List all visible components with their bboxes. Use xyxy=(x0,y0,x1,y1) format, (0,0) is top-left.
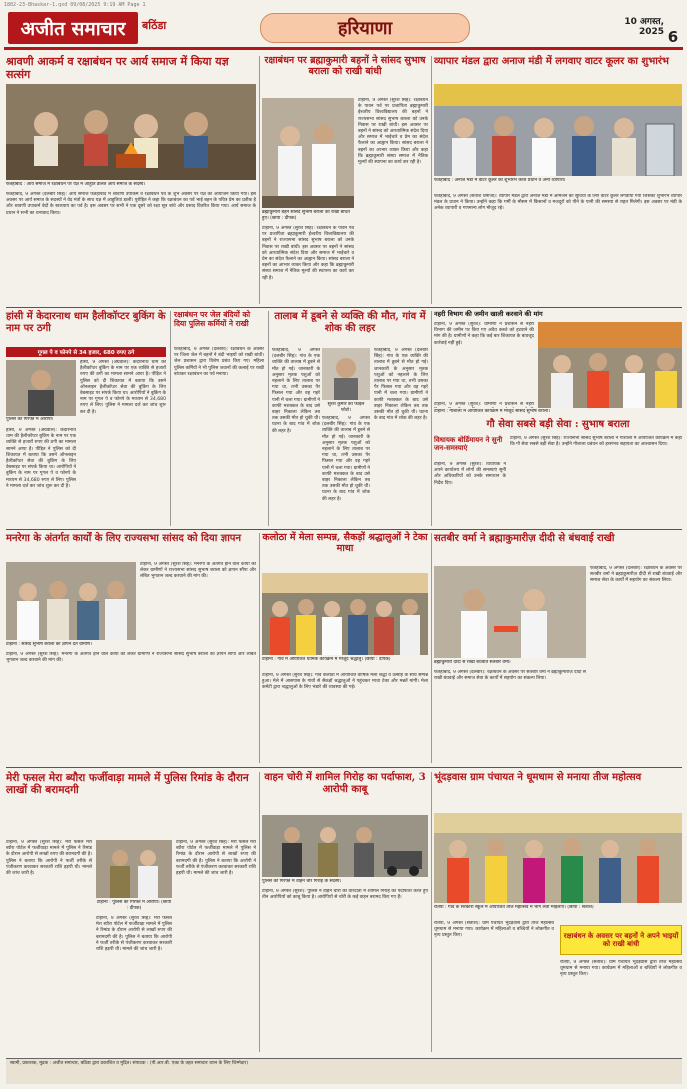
photo-a13 xyxy=(96,840,172,898)
body-a5: फतेहाबाद, 9 अगस्त (दलबीर): रक्षाबंधन के अवसर पर जिला जेल में बहनों ने बंदी भाइयों को राखी बांधी। जेल प्रशासन द्वारा विशेष प्रबंध किए गए। महिला पुलिस कर्मियों ने भी पुलिस जवानों की कलाई पर राखी बांधकर रक्षाबंधन का पर्व मनाया। xyxy=(174,347,264,377)
caption-a6: सुरेश कुमार का फाइल फोटो। xyxy=(327,402,365,413)
body-a8-cont: टोहाना, 9 अगस्त (सुरेश): ग्रामीणों ने प्रशासन से नहरी xyxy=(434,402,534,407)
headline-a6: तालाब में डूबने से व्यक्ति की मौत, गांव में शोक की लहर xyxy=(274,311,426,334)
newspaper-logo: अजीत समाचार xyxy=(8,12,138,44)
imprint-footer: स्वामी, प्रकाशक, मुद्रक : अजीत समाचार, बठिंडा द्वारा प्रकाशित व मुद्रित। संपादक : (पी.आर.बी. एक्ट के तहत समाचार चयन के लिए जिम्मेदार) xyxy=(6,1058,682,1084)
body-a7: टोहाना, 9 अगस्त (सुरेश): ग्रामीणों ने प्रशासन से नहरी विभाग की जमीन पर किए गए अवैध कब्जे को हटवाने की मांग की है। ग्रामीणों ने कहा कि कई बार शिकायत के बावजूद कार्रवाई नहीं हुई। xyxy=(434,322,534,346)
row-rule xyxy=(6,307,682,308)
caption-a1: फतेहाबाद : आर्य समाज में रक्षाबंधन पर यज्ञ में आहुति डालते आर्य समाज के सदस्य। xyxy=(6,182,146,187)
subhead-a4: गूगल पे व फोनपे से 34 हजार, 680 रुपए ठगे xyxy=(6,347,166,357)
body-a14: टोहाना, 9 अगस्त (सुरेश): पुलिस ने वाहन चोरी की वारदातों में शामिल गिरोह का पर्दाफाश करते हुए तीन आरोपियों को काबू किया है। आरोपियों से चोरी के कई वाहन बरामद किए गए हैं। xyxy=(262,889,428,901)
headline-a15: भूंदड़वास ग्राम पंचायत ने धूमधाम से मनाया तीज महोत्सव xyxy=(434,772,642,783)
body-a13-cont: टोहाना, 9 अगस्त (सुरेश सिंह): मेरी फसल मेरा ब्यौरा पोर्टल में फर्जीवाड़ा मामले में पुलिस ने रिमांड के दौरान आरोपी से लाखों रुपए की बरामदगी की है। पुलिस ने बताया कि आरोपी ने फर्जी तरीके से पंजीकरण करवाकर सरकारी राशि हड़पी थी। मामले की जांच जारी है। xyxy=(96,916,172,953)
photo-a1 xyxy=(6,84,256,180)
vehicle-thief-photo-icon xyxy=(262,815,428,877)
caption-a15: रतिया : गांव के सरकारी स्कूल में आयोजित तीज महोत्सव में भाग लेती महिलाएं। (छाया : सतीश) xyxy=(434,905,594,910)
headline-a8: गौ सेवा सबसे बड़ी सेवा : सुभाष बराला xyxy=(486,419,630,430)
water-cooler-photo-icon xyxy=(434,84,682,176)
photo-a6 xyxy=(322,348,370,400)
column-rule xyxy=(259,56,260,304)
column-rule xyxy=(431,533,432,763)
body-a10-cont: टोहाना, 9 अगस्त (सुरेश सिंह): मनरेगा के अंतर्गत होने वाले कार्यों को लेकर ग्रामीणों ने राज्यसभा सांसद सुभाष बराला को ज्ञापन सौंपा और लंबित भुगतान जल्द करवाने की मांग की। xyxy=(6,652,256,664)
print-slug-line: 1802-23-Bhaskar-1.qxd 09/08/2025 9:19 AM Page 1 xyxy=(4,2,146,8)
column-rule xyxy=(431,772,432,1052)
caption-a8: टोहाना : गौशाला में आयोजित कार्यक्रम में मौजूद सांसद सुभाष बराला। xyxy=(434,409,550,414)
photo-a15 xyxy=(434,813,682,903)
photo-a4 xyxy=(6,360,76,416)
headline-a5: रक्षाबंधन पर जेल बंदियों को दिया पुलिस कर्मियों ने राखी xyxy=(174,310,251,328)
photo-a8 xyxy=(538,322,682,408)
body-a6: फतेहाबाद, 9 अगस्त (दलबीर सिंह): गांव के एक व्यक्ति की तालाब में डूबने से मौत हो गई। जानकारी के अनुसार मृतक पशुओं को नहलाने के लिए तालाब पर गया था, तभी उसका पैर फिसल गया और वह गहरे पानी में चला गया। ग्रामीणों ने काफी मशक्कत के बाद उसे बाहर निकाला लेकिन तब तक उसकी मौत हो चुकी थी। घटना के बाद गांव में शोक की लहर है। xyxy=(272,348,320,434)
headline-a14: वाहन चोरी में शामिल गिरोह का पर्दाफाश, 3 आरोपी काबू xyxy=(264,772,426,795)
column-rule xyxy=(259,772,260,1052)
caption-a13: टोहाना : पुलिस की गिरफ्त में आरोपी। (छाया : दीपक) xyxy=(96,900,172,911)
body-a11: टोहाना, 9 अगस्त (सुरेश सिंह): गांव कलोठा में आयोजित वार्षिक मेला श्रद्धा व उत्साह के साथ सम्पन्न हुआ। मेले में आसपास के गांवों से सैकड़ों श्रद्धालुओं ने पहुंचकर माथा टेका और मन्नतें मांगी। मेला कमेटी द्वारा श्रद्धालुओं के लिए भंडारे की व्यवस्था की गई। xyxy=(262,673,428,691)
photo-a3 xyxy=(434,84,682,176)
photo-a14 xyxy=(262,815,428,877)
caption-a11: टोहाना : गांव में आयोजित धार्मिक कार्यक्रम में मौजूद श्रद्धालु। (छाया : दीपक) xyxy=(262,657,391,662)
memorandum-photo-icon xyxy=(6,562,136,640)
accused-photo-icon xyxy=(6,360,76,416)
headline-a12: सतबीर वर्मा ने ब्रह्माकुमारीज़ दीदी से बंधवाई राखी xyxy=(434,533,615,544)
body-a1: फतेहाबाद, 9 अगस्त (दलबीर सिंह): आर्य समाज फतेहाबाद में श्रावणी उपाकर्म व रक्षाबंधन पर्व के शुभ अवसर पर यज्ञ का आयोजन किया गया। इस अवसर पर आर्य समाज के सदस्यों ने वेद मंत्रों के साथ यज्ञ में आहुतियां डालीं। पुरोहित ने कहा कि रक्षाबंधन का पर्व भाई बहन के पवित्र प्रेम का प्रतीक है और श्रावणी उपाकर्म वेदों के स्वाध्याय का पर्व है। इस अवसर पर सभी ने एक दूसरे को रक्षा सूत्र बांधे और प्रसाद वितरित किया गया। आर्य समाज के प्रधान ने सभी का धन्यवाद किया। xyxy=(6,192,256,216)
headline-a2: रक्षाबंधन पर ब्रह्माकुमारी बहनों ने सांसद सुभाष बराला को राखी बांधी xyxy=(264,55,426,77)
body-a2-cont: टोहाना, 9 अगस्त (सुरेश सिंह): रक्षाबंधन के पावन पर्व पर प्रजापिता ब्रह्माकुमारी ईश्वरीय विश्वविद्यालय की बहनों ने राज्यसभा सांसद सुभाष बराला को उनके निवास पर राखी बांधी। इस अवसर पर बहनों ने सांसद को आध्यात्मिक संदेश दिया और समाज में भाईचारे व प्रेम का संदेश फैलाने का आह्वान किया। सांसद बराला ने बहनों का आभार व्यक्त किया और कहा कि ब्रह्माकुमारी संस्था समाज में नैतिक मूल्यों की स्थापना का कार्य कर रही है। xyxy=(262,226,354,281)
photo-a2 xyxy=(262,98,354,208)
gaushala-photo-icon xyxy=(538,322,682,408)
body-a15-cont: रतिया, 9 अगस्त (सतीश): ग्राम पंचायत भूंदड़वास द्वारा तीज महोत्सव धूमधाम से मनाया गया। कार्यक्रम में महिलाओं व बच्चियों ने लोकगीत व नृत्य प्रस्तुत किए। xyxy=(560,960,682,978)
body-a4: हांसी, 9 अगस्त (अग्रवाल): केदारनाथ धाम की हैलीकॉप्टर बुकिंग के नाम पर एक व्यक्ति से हजारों रुपए की ठगी का मामला सामने आया है। पीड़ित ने पुलिस को दी शिकायत में बताया कि उसने ऑनलाइन हैलीकॉप्टर सेवा की बुकिंग के लिए वेबसाइट पर संपर्क किया था। आरोपियों ने बुकिंग के नाम पर गूगल पे व फोनपे के माध्यम से 34,680 रुपए ले लिए। पुलिस ने मामला दर्ज कर जांच शुरू कर दी है। xyxy=(80,360,166,415)
headline-a13: मेरी फसल मेरा ब्यौरा फर्जीवाड़ा मामले में पुलिस रिमांड के दौरान लाखों की बरामदगी xyxy=(6,772,249,797)
edition-city: बठिंडा xyxy=(142,19,167,32)
body-a13: टोहाना, 9 अगस्त (सुरेश सिंह): मेरी फसल मेरा ब्यौरा पोर्टल में फर्जीवाड़ा मामले में पुलिस ने रिमांड के दौरान आरोपी से लाखों रुपए की बरामदगी की है। पुलिस ने बताया कि आरोपी ने फर्जी तरीके से पंजीकरण करवाकर सरकारी राशि हड़पी थी। मामले की जांच जारी है। xyxy=(6,840,92,877)
photo-a10 xyxy=(6,562,136,640)
issue-date: 10 अगस्त, 2025 xyxy=(624,17,664,37)
headline-a7: नहरी विभाग की जमीन खाली करवाने की मांग xyxy=(434,310,543,318)
body-a6-cont: फतेहाबाद, 9 अगस्त (दलबीर सिंह): गांव के एक व्यक्ति की तालाब में डूबने से मौत हो गई। जानकारी के अनुसार मृतक पशुओं को नहलाने के लिए तालाब पर गया था, तभी उसका पैर फिसल गया और वह गहरे पानी में चला गया। ग्रामीणों ने काफी मशक्कत के बाद उसे बाहर निकाला लेकिन तब तक उसकी मौत हो चुकी थी। घटना के बाद गांव में शोक की लहर है। xyxy=(374,348,428,422)
portrait-photo-icon xyxy=(322,348,370,400)
row-rule xyxy=(6,529,682,530)
rakhi-tying-photo-icon xyxy=(434,566,586,658)
headline-a11: कलोठा में मेला सम्पन्न, सैकड़ों श्रद्धालुओं ने टेका माथा xyxy=(262,532,428,554)
body-a10: टोहाना, 9 अगस्त (सुरेश सिंह): मनरेगा के अंतर्गत होने वाले कार्यों को लेकर ग्रामीणों ने राज्यसभा सांसद सुभाष बराला को ज्ञापन सौंपा और लंबित भुगतान जल्द करवाने की मांग की। xyxy=(140,562,256,580)
photo-a12 xyxy=(434,566,586,658)
headline-a9: विधायक बोर्डिमायन ने सुनी जन-समस्याएं xyxy=(434,435,503,453)
column-rule xyxy=(259,533,260,763)
body-a8: टोहाना, 9 अगस्त (सुरेश सिंह): राज्यसभा सांसद सुभाष बराला ने गौशाला में आयोजित कार्यक्रम में कहा कि गौ सेवा सबसे बड़ी सेवा है। उन्होंने गौशाला प्रबंधन को हरसंभव सहायता का आश्वासन दिया। xyxy=(510,436,682,448)
caption-a4: पुलिस की गिरफ्त में आरोपी। xyxy=(6,417,54,422)
column-rule xyxy=(431,56,432,304)
body-a4-cont: हांसी, 9 अगस्त (अग्रवाल): केदारनाथ धाम की हैलीकॉप्टर बुकिंग के नाम पर एक व्यक्ति से हजारों रुपए की ठगी का मामला सामने आया है। पीड़ित ने पुलिस को दी शिकायत में बताया कि उसने ऑनलाइन हैलीकॉप्टर सेवा की बुकिंग के लिए वेबसाइट पर संपर्क किया था। आरोपियों ने बुकिंग के नाम पर गूगल पे व फोनपे के माध्यम से 34,680 रुपए ले लिए। पुलिस ने मामला दर्ज कर जांच शुरू कर दी है। xyxy=(6,428,76,489)
body-a12: फतेहाबाद, 9 अगस्त (दलबीर): रक्षाबंधन के अवसर पर सतबीर वर्मा ने ब्रह्माकुमारीज़ दीदी से राखी बंधवाई और समाज सेवा के कार्यों में सहयोग का संकल्प लिया। xyxy=(590,566,682,584)
body-a15: रतिया, 9 अगस्त (सतीश): ग्राम पंचायत भूंदड़वास द्वारा तीज महोत्सव धूमधाम से मनाया गया। कार्यक्रम में महिलाओं व बच्चियों ने लोकगीत व नृत्य प्रस्तुत किए। xyxy=(434,921,554,939)
body-a12-cont: फतेहाबाद, 9 अगस्त (दलबीर): रक्षाबंधन के अवसर पर सतबीर वर्मा ने ब्रह्माकुमारीज़ दीदी से राखी बंधवाई और समाज सेवा के कार्यों में सहयोग का संकल्प लिया। xyxy=(434,670,586,682)
police-arrest-photo-icon xyxy=(96,840,172,898)
caption-a10: टोहाना : सांसद सुभाष बराला को ज्ञापन देते ग्रामीण। xyxy=(6,642,92,647)
column-rule xyxy=(170,311,171,526)
section-banner: हरियाणा xyxy=(260,13,470,43)
body-a6-cont2: फतेहाबाद, 9 अगस्त (दलबीर सिंह): गांव के एक व्यक्ति की तालाब में डूबने से मौत हो गई। जानकारी के अनुसार मृतक पशुओं को नहलाने के लिए तालाब पर गया था, तभी उसका पैर फिसल गया और वह गहरे पानी में चला गया। ग्रामीणों ने काफी मशक्कत के बाद उसे बाहर निकाला लेकिन तब तक उसकी मौत हो चुकी थी। घटना के बाद गांव में शोक की लहर है। xyxy=(322,416,370,502)
promo-box: रक्षाबंधन के अवसर पर बहनों ने अपने भाइयों को राखी बांधी xyxy=(560,925,682,955)
caption-a3: फतेहाबाद : अनाज मंडी में वाटर कूलर का शुभारंभ करते प्रधान व अन्य व्यापारी। xyxy=(434,178,566,183)
yagya-photo-icon xyxy=(6,84,256,180)
column-rule xyxy=(268,311,269,526)
body-a2: टोहाना, 9 अगस्त (सुरेश सिंह): रक्षाबंधन के पावन पर्व पर प्रजापिता ब्रह्माकुमारी ईश्वरीय विश्वविद्यालय की बहनों ने राज्यसभा सांसद सुभाष बराला को उनके निवास पर राखी बांधी। इस अवसर पर बहनों ने सांसद को आध्यात्मिक संदेश दिया और समाज में भाईचारे व प्रेम का संदेश फैलाने का आह्वान किया। सांसद बराला ने बहनों का आभार व्यक्त किया और कहा कि ब्रह्माकुमारी संस्था समाज में नैतिक मूल्यों की स्थापना का कार्य कर रही है। xyxy=(358,98,428,166)
teej-festival-photo-icon xyxy=(434,813,682,903)
column-rule xyxy=(431,311,432,526)
photo-a11 xyxy=(262,573,428,655)
rakhi-photo-icon xyxy=(262,98,354,208)
caption-a14: पुलिस की गिरफ्त में वाहन चोर गिरोह के सदस्य। xyxy=(262,879,342,884)
caption-a12: ब्रह्माकुमारी दीदी से राखी बंधवाते सतबीर वर्मा। xyxy=(434,660,511,665)
body-a13-cont2: टोहाना, 9 अगस्त (सुरेश सिंह): मेरी फसल मेरा ब्यौरा पोर्टल में फर्जीवाड़ा मामले में पुलिस ने रिमांड के दौरान आरोपी से लाखों रुपए की बरामदगी की है। पुलिस ने बताया कि आरोपी ने फर्जी तरीके से पंजीकरण करवाकर सरकारी राशि हड़पी थी। मामले की जांच जारी है। xyxy=(176,840,256,877)
body-a9: टोहाना, 9 अगस्त (सुरेश): विधायक ने अपने कार्यालय में लोगों की समस्याएं सुनीं और अधिकारियों को उनके समाधान के निर्देश दिए। xyxy=(434,462,506,486)
row-rule xyxy=(6,767,682,768)
caption-a2: ब्रह्माकुमारी बहनें सांसद सुभाष बराला को राखी बांधते हुए। (छाया : दीपक) xyxy=(262,210,350,221)
body-a3: फतेहाबाद, 9 अगस्त (सतीश धमीजा): व्यापार मंडल द्वारा अनाज मंडी में आमजन की सुविधा के लिए वाटर कूलर लगवाया गया जिसका शुभारंभ व्यापार मंडल के प्रधान ने किया। उन्होंने कहा कि गर्मी के मौसम में किसानों व मजदूरों को पीने के पानी की समस्या से राहत मिलेगी। इस अवसर पर मंडी के अनेक व्यापारी व गणमान्य लोग मौजूद रहे। xyxy=(434,194,682,212)
headline-a1: श्रावणी आकर्म व रक्षाबंधन पर आर्य समाज में किया यज्ञ सत्संग xyxy=(6,55,229,81)
headline-a4: हांसी में केदारनाथ धाम हैलीकॉप्टर बुकिंग के नाम पर ठगी xyxy=(6,311,166,334)
fair-crowd-photo-icon xyxy=(262,573,428,655)
headline-a3: व्यापार मंडल द्वारा अनाज मंडी में लगवाए वाटर कूलर का शुभारंभ xyxy=(434,56,669,67)
headline-a10: मनरेगा के अंतर्गत कार्यों के लिए राज्यसभा सांसद को दिया ज्ञापन xyxy=(6,533,242,544)
page-number: 6 xyxy=(667,28,679,46)
